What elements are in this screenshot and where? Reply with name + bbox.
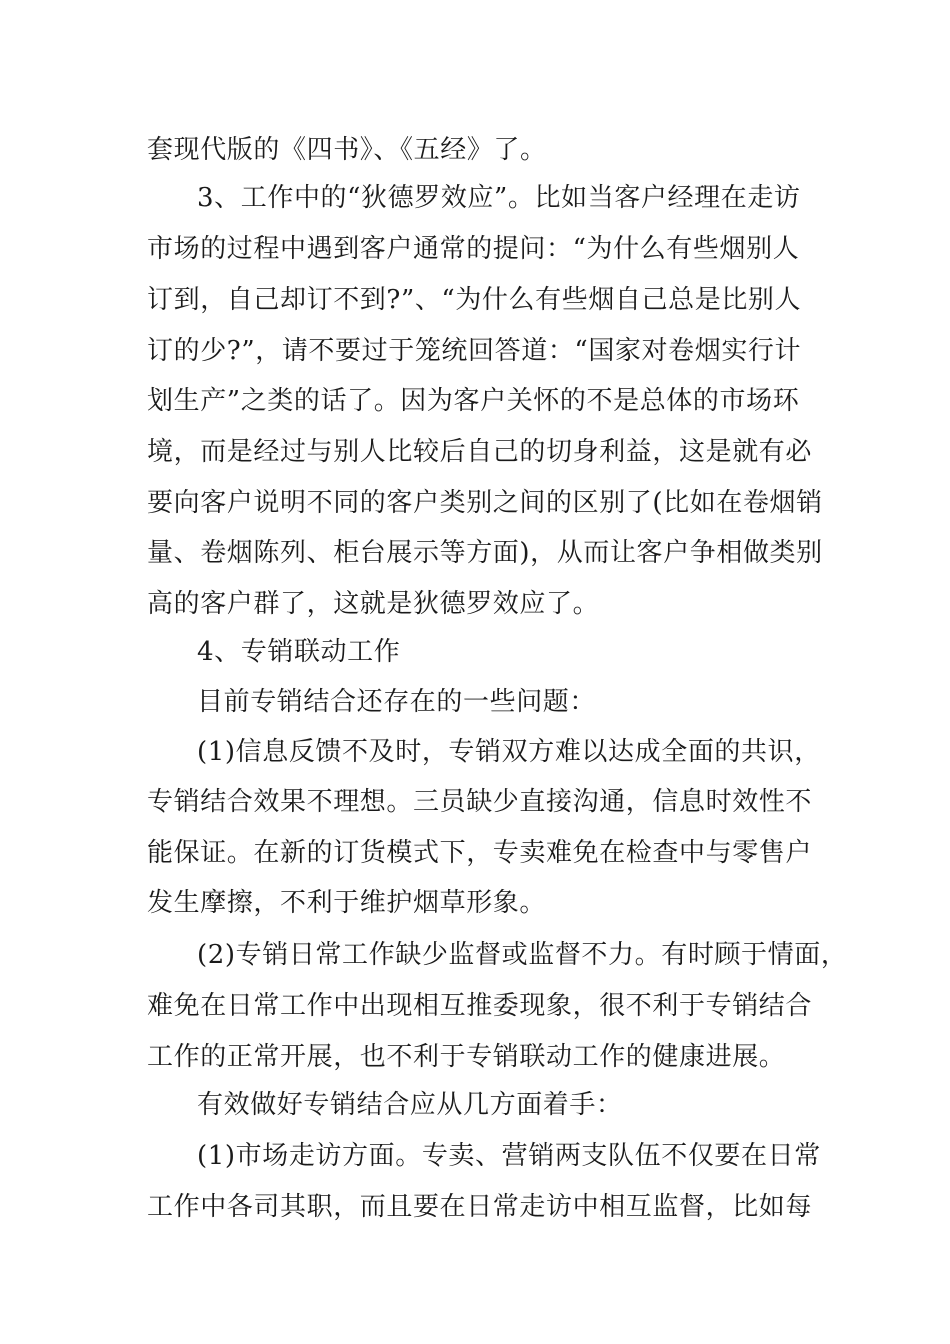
text-line-2: 3、工作中的“狄德罗效应”。比如当客户经理在走访 [197, 183, 801, 213]
text-line-7: 境，而是经过与别人比较后自己的切身利益，这是就有必 [147, 437, 813, 467]
text-line-20: 有效做好专销结合应从几方面着手： [197, 1090, 623, 1120]
text-line-22: 工作中各司其职，而且要在日常走访中相互监督，比如每 [147, 1192, 813, 1222]
text-line-12: 目前专销结合还存在的一些问题： [197, 687, 597, 717]
text-line-6: 划生产”之类的话了。因为客户关怀的不是总体的市场环 [147, 386, 800, 416]
text-line-17: (2)专销日常工作缺少监督或监督不力。有时顾于情面， [197, 940, 848, 970]
text-line-8: 要向客户说明不同的客户类别之间的区别了(比如在卷烟销 [147, 488, 823, 518]
section-heading: 4、专销联动工作 [197, 637, 401, 667]
text-line-21: (1)市场走访方面。专卖、营销两支队伍不仅要在日常 [197, 1141, 821, 1171]
text-line-18: 难免在日常工作中出现相互推委现象，很不利于专销结合 [147, 991, 813, 1021]
text-line-4: 订到，自己却订不到?”、“为什么有些烟自己总是比别人 [147, 285, 802, 315]
text-line-5: 订的少?”，请不要过于笼统回答道：“国家对卷烟实行计 [147, 336, 802, 366]
text-line-19: 工作的正常开展，也不利于专销联动工作的健康进展。 [147, 1042, 786, 1072]
text-line-14: 专销结合效果不理想。三员缺少直接沟通，信息时效性不 [147, 787, 813, 817]
text-line-10: 高的客户群了，这就是狄德罗效应了。 [147, 589, 600, 619]
text-line-13: (1)信息反馈不及时，专销双方难以达成全面的共识， [197, 737, 821, 767]
text-line-9: 量、卷烟陈列、柜台展示等方面)，从而让客户争相做类别 [147, 538, 823, 568]
text-line-3: 市场的过程中遇到客户通常的提问：“为什么有些烟别人 [147, 234, 800, 264]
text-line-16: 发生摩擦，不利于维护烟草形象。 [147, 888, 547, 918]
text-line-15: 能保证。在新的订货模式下，专卖难免在检查中与零售户 [147, 838, 813, 868]
text-line-1: 套现代版的《四书》、《五经》了。 [147, 135, 547, 165]
